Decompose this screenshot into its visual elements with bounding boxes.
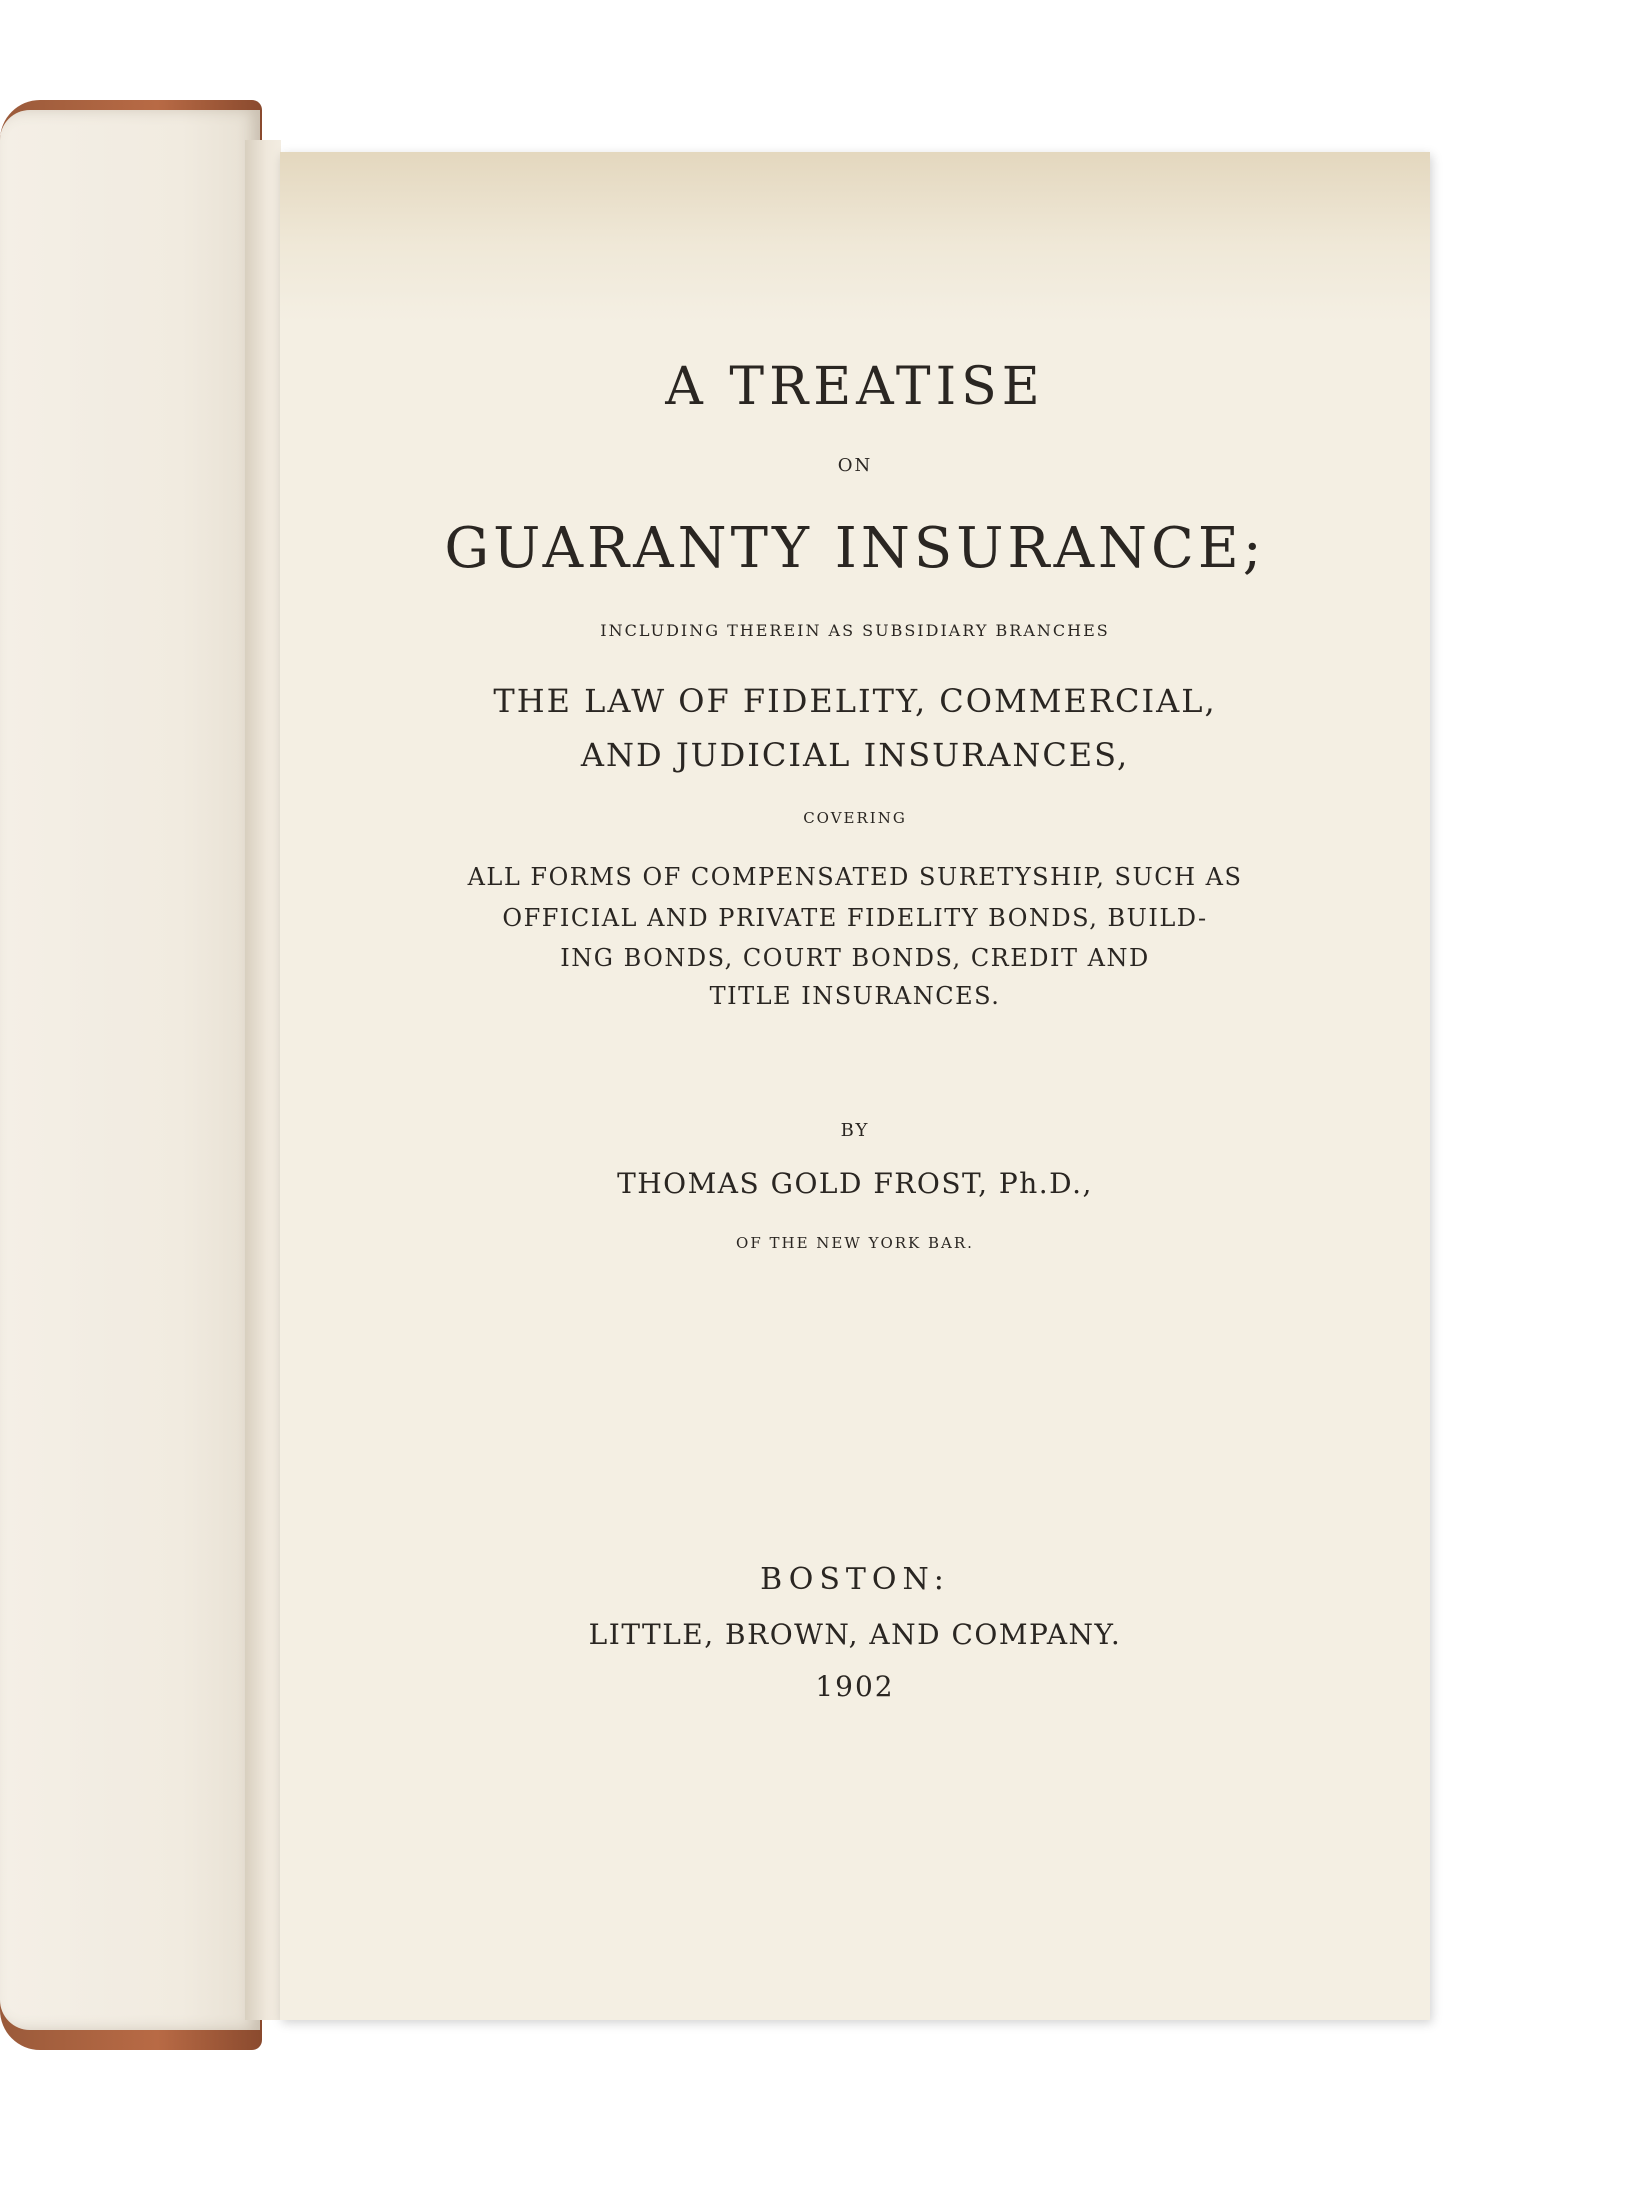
subtitle-covering: COVERING: [803, 809, 907, 827]
forms-line-1: ALL FORMS OF COMPENSATED SURETYSHIP, SUCH AS: [467, 863, 1243, 891]
title-page: [280, 152, 1430, 2020]
by-line: BY: [840, 1120, 870, 1141]
publication-year: 1902: [815, 1670, 895, 1703]
subtitle-including: INCLUDING THEREIN AS SUBSIDIARY BRANCHES: [600, 621, 1110, 640]
left-page: [0, 110, 260, 2030]
subtitle-law-line-1: THE LAW OF FIDELITY, COMMERCIAL,: [493, 682, 1217, 720]
forms-line-4: TITLE INSURANCES.: [709, 982, 1001, 1010]
title-connector: ON: [837, 455, 873, 476]
publication-place: BOSTON:: [760, 1562, 950, 1597]
forms-line-3: ING BONDS, COURT BONDS, CREDIT AND: [560, 944, 1150, 972]
book-title: A TREATISE: [665, 357, 1045, 417]
publisher-name: LITTLE, BROWN, AND COMPANY.: [588, 1618, 1122, 1651]
author-affiliation: OF THE NEW YORK BAR.: [736, 1234, 974, 1252]
subtitle-law-line-2: AND JUDICIAL INSURANCES,: [580, 736, 1130, 774]
book-gutter: [245, 140, 281, 2020]
forms-line-2: OFFICIAL AND PRIVATE FIDELITY BONDS, BUILD-: [502, 904, 1208, 932]
author-name: THOMAS GOLD FROST, Ph.D.,: [617, 1167, 1093, 1200]
book-subject: GUARANTY INSURANCE;: [444, 516, 1266, 581]
page-stain: [280, 152, 1430, 322]
